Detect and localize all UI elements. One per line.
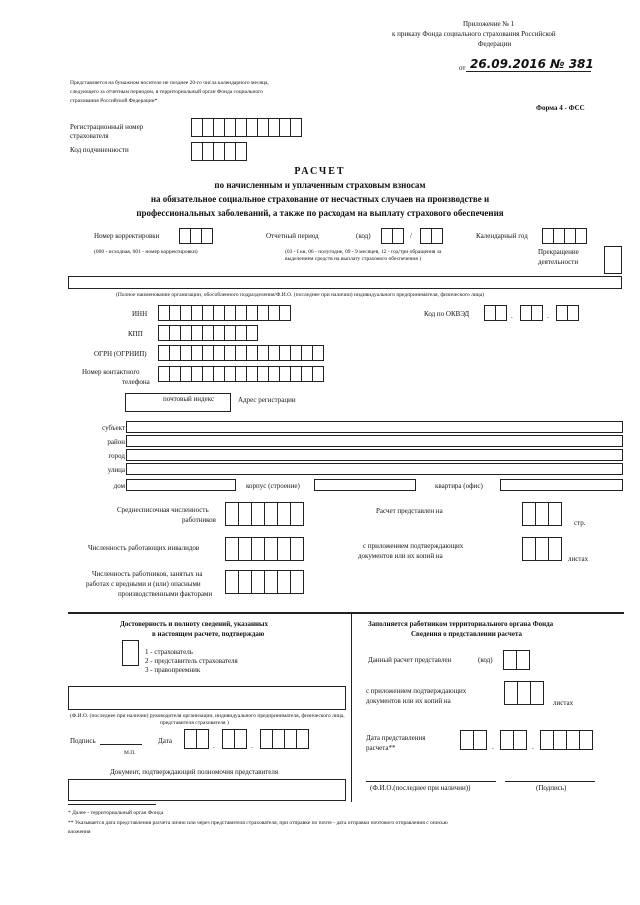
signer-type-cell[interactable] [122,640,139,666]
fund-date-year[interactable] [540,730,592,750]
footnote-2a: ** Указывается дата представления расчета лично или через представителя страхователя, при отправке по почте - дата отправки почтового отправления с описью [68,820,448,826]
period-cells[interactable] [381,228,403,244]
form-subtitle-2: на обязательное социальное страхование от несчастных случаев на производстве и [150,194,490,204]
confirm-opt1: 1 - страхователь [145,648,193,656]
subordination-cells[interactable] [191,142,246,161]
footnote-2b: вложения [68,829,91,835]
signer-hint2: представителя страхователя ) [160,720,229,726]
fund-date-month[interactable] [500,730,526,750]
phone-label2: телефона [122,378,150,386]
house-label: дом [113,482,125,490]
notice-line2: следующего за отчетным периодом, в территориальный орган Фонда социального [70,89,263,95]
correction-label: Номер корректировки [94,232,160,240]
okved-cells-3[interactable] [556,305,578,321]
form-subtitle-3: профессиональных заболеваний, а также по расходам на выплату страхового обеспечения [136,208,504,218]
signer-name-field[interactable] [68,686,346,710]
submitted-cells[interactable] [522,502,561,526]
period-label: Отчетный период [266,232,319,240]
reg-number-label1: Регистрационный номер [70,123,144,131]
headcount-label2: работников [182,516,216,524]
org-name-field[interactable] [68,276,622,289]
building-label: корпус (строение) [246,482,300,490]
handwritten-order-number: 26.09.2016 № 381 [470,57,594,71]
reg-number-cells[interactable] [191,118,301,137]
period-hint-2: выделением средств на выплату страхового обеспечения ) [285,256,422,262]
form-subtitle-1: по начисленным и уплаченным страховым взносам [214,180,426,190]
correction-hint: (000 - исходная, 001 - номер корректировки) [94,249,198,255]
termination-label2: деятельности [538,258,579,266]
termination-label1: Прекращение [538,248,579,256]
appendix-line2: к приказу Фонда социального страхования Российской [392,30,556,38]
district-label: район [107,438,125,446]
flat-label: квартира (офис) [435,482,483,490]
proxy-doc-label: Документ, подтверждающий полномочия представителя [110,768,279,776]
fund-date-label2: расчета** [366,744,396,752]
form-code: Форма 4 - ФСС [536,104,585,112]
appendix-from: от [459,64,466,72]
disabled-cells[interactable] [225,537,303,561]
city-label: город [108,452,125,460]
submitted-label: Расчет представлен на [376,507,443,515]
ogrn-label: ОГРН (ОГРНИП) [94,350,147,358]
phone-cells[interactable] [158,366,323,382]
fund-sign-label: (Подпись) [536,784,567,792]
reg-number-label2: страхователя [70,132,109,140]
disabled-label: Численность работающих инвалидов [88,544,200,552]
inn-label: ИНН [132,310,148,318]
year-cells[interactable] [542,228,586,244]
district-field[interactable] [126,435,623,447]
hazard-label3: производственными факторами [118,590,213,598]
kpp-cells[interactable] [158,325,257,341]
sign-date-day[interactable] [184,729,208,749]
period-cells-2[interactable] [420,228,442,244]
confirm-opt3: 3 - правопреемник [145,666,201,674]
attached-label1: с приложением подтверждающих [363,542,464,550]
attached-cells[interactable] [522,537,561,561]
form-title: РАСЧЕТ [294,166,346,177]
kpp-label: КПП [128,330,143,338]
year-label: Календарный год [476,232,528,240]
confirm-line1: Достоверность и полноту сведений, указанных [120,620,269,628]
sign-date-year[interactable] [260,729,308,749]
okved-cells-1[interactable] [484,305,506,321]
inn-cells[interactable] [158,305,290,321]
confirm-line2: в настоящем расчете, подтверждаю [152,630,265,638]
ogrn-cells[interactable] [158,345,323,361]
org-name-hint: (Полное наименование организации, обособленного подразделения/Ф.И.О. (последнее при наличии) индивидуального предпринимателя, физического лица) [116,292,485,298]
fund-attached-cells[interactable] [504,681,543,705]
fund-code-label: (код) [478,656,493,664]
house-field[interactable] [126,479,236,491]
fund-attached1: с приложением подтверждающих [366,687,467,695]
proxy-doc-field[interactable] [68,779,346,801]
street-field[interactable] [126,463,623,475]
confirm-opt2: 2 - представитель страхователя [145,657,238,665]
subject-field[interactable] [126,421,623,433]
sign-date-month[interactable] [222,729,246,749]
fund-attached2: документов или их копий на [366,697,451,705]
street-label: улица [107,466,125,474]
flat-field[interactable] [500,479,623,491]
fund-presented-cells[interactable] [503,650,529,670]
reg-address-label: Адрес регистрации [238,396,296,404]
fund-date-label1: Дата представления [366,734,426,742]
hazard-label2: работах с вредными и (или) опасными [86,580,201,588]
appendix-line1: Приложение № 1 [463,20,515,28]
fund-fio-label: (Ф.И.О.(последнее при наличии)) [370,784,471,792]
footnote-1: * Далее - территориальный орган Фонда [68,810,164,816]
headcount-cells[interactable] [225,502,303,526]
fund-sub: Сведения о представлении расчета [411,630,522,638]
termination-cell[interactable] [604,246,622,274]
postal-index-label: почтовый индекс [163,395,215,403]
subordination-label: Код подчиненности [70,146,129,154]
signer-hint1: (Ф.И.О. (последнее при наличии) руководителя организации, индивидуального предпринимателя, физического лица, [70,713,345,719]
appendix-line3: Федерации [478,40,512,48]
fund-presented-label: Данный расчет представлен [368,656,452,664]
building-field[interactable] [314,479,416,491]
phone-label1: Номер контактного [82,368,140,376]
okved-cells-2[interactable] [520,305,542,321]
attached-unit: листах [568,555,589,563]
correction-cells[interactable] [179,228,212,244]
sign-label: Подпись [70,737,96,745]
okved-label: Код по ОКВЭД [424,310,470,318]
subject-label: субъект [102,424,125,432]
notice-line3: страхования Российской Федерации* [70,98,158,104]
date-label: Дата [158,737,172,745]
attached-label2: документов или их копий на [358,552,443,560]
fund-attached-unit: листах [553,699,574,707]
fund-date-day[interactable] [460,730,486,750]
period-hint-1: (03 - I кв, 06 - полугодие, 09 - 9 месяцев, 12 - год/три обращения за [285,249,442,255]
submitted-unit: стр. [574,519,586,527]
mp-label: М.П. [124,750,136,756]
hazard-cells[interactable] [225,570,303,594]
fund-header: Заполняется работником территориального органа Фонда [368,620,554,628]
period-code-label: (код) [356,232,371,240]
notice-line1: Представляется на бумажном носителе не позднее 20-го числа календарного месяца, [70,80,269,86]
city-field[interactable] [126,449,623,461]
hazard-label1: Численность работников, занятых на [92,570,203,578]
headcount-label1: Среднесписочная численность [117,506,209,514]
